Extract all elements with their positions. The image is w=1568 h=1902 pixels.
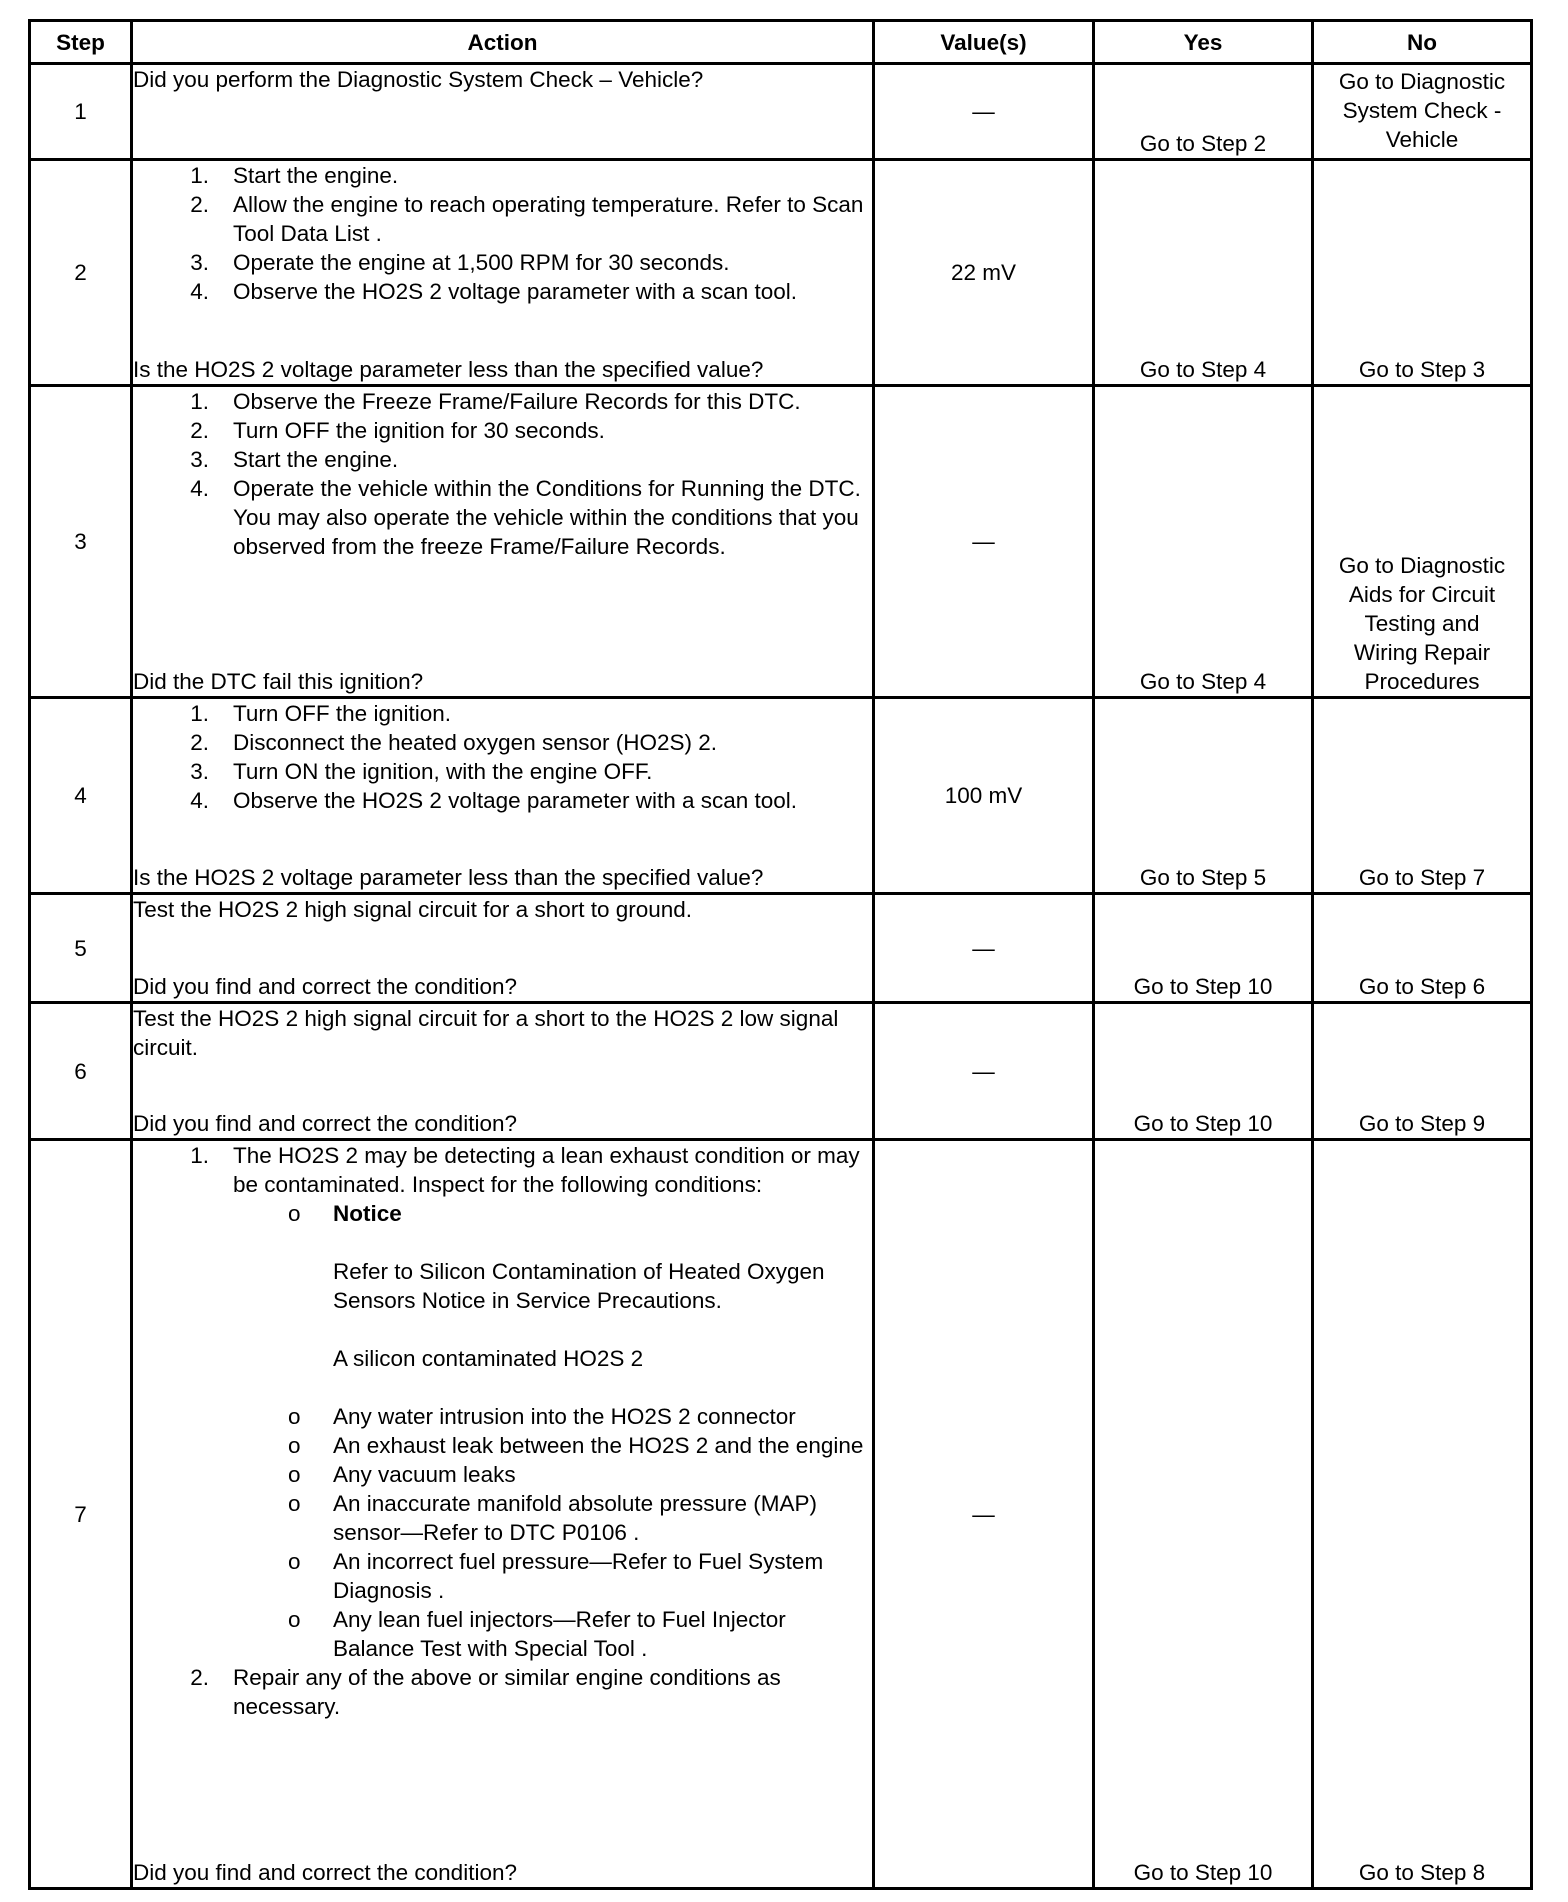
action-question: Did you find and correct the condition?	[133, 1860, 517, 1885]
step-list	[133, 161, 872, 306]
header-action: Action	[132, 21, 874, 64]
step-list	[133, 699, 872, 815]
bullet: o	[288, 1201, 301, 1226]
no-cell: Go to Step 3	[1313, 160, 1532, 386]
diagnostic-table	[28, 19, 1533, 1890]
table-row	[30, 386, 1532, 698]
no-line: Procedures	[1364, 669, 1480, 694]
table-row	[30, 160, 1532, 386]
action-question: Did you find and correct the condition?	[133, 1111, 517, 1136]
condition-item: o Any lean fuel injectors—Refer to Fuel Injector Balance Test with Special Tool .	[288, 1607, 786, 1661]
value-cell: —	[874, 894, 1094, 1003]
condition-item: o Any vacuum leaks	[288, 1462, 516, 1487]
yes-cell: Go to Step 10	[1094, 1140, 1313, 1889]
header-row	[30, 21, 1532, 64]
action-question: Did you find and correct the condition?	[133, 974, 517, 999]
list-item: 3. Turn ON the ignition, with the engine OFF.	[190, 759, 653, 784]
table-row	[30, 894, 1532, 1003]
condition-item: o An incorrect fuel pressure—Refer to Fuel System Diagnosis .	[288, 1549, 824, 1603]
list-item: 4. Observe the HO2S 2 voltage parameter with a scan tool.	[190, 788, 798, 813]
no-cell: Go to Step 8	[1313, 1140, 1532, 1889]
no-line: Vehicle	[1385, 127, 1459, 152]
list-item: 3. Operate the engine at 1,500 RPM for 30 seconds.	[190, 250, 730, 275]
step-number: 5	[30, 894, 132, 1003]
action-cell	[132, 64, 874, 160]
action-cell	[132, 698, 874, 894]
yes-cell: Go to Step 2	[1094, 64, 1313, 160]
no-cell: Go to Step 6	[1313, 894, 1532, 1003]
table-row	[30, 698, 1532, 894]
value-cell: 100 mV	[874, 698, 1094, 894]
value-cell: —	[874, 64, 1094, 160]
action-cell	[132, 160, 874, 386]
list-item: 1. The HO2S 2 may be detecting a lean exhaust condition or may be contaminated. Inspect for the following conditions: o Notice Refer to Silicon Contamination of Heated Oxygen Sensors Notice in Service Precautions. A silicon contaminated HO2S 2 o Any water intrusion into the HO2S 2 connector o An exhaust leak between the HO2S 2 and the engine o Any vacuum leaks o An inaccurate manifold absolute pressure (MAP) sensor—Refer to DTC P0106 . o An incorrect fuel pressure—Refer to Fuel System Diagnosis . o Any lean fuel injectors—Refer to Fuel Injector Balance Test with Special Tool .	[133, 1141, 872, 1663]
list-item: 2. Turn OFF the ignition for 30 seconds.	[190, 418, 605, 443]
yes-cell: Go to Step 10	[1094, 1003, 1313, 1140]
header-step: Step	[30, 21, 132, 64]
list-item-text: The HO2S 2 may be detecting a lean exhaust condition or may be contaminated. Inspect for the following conditions:	[233, 1143, 860, 1197]
step-number: 3	[30, 386, 132, 698]
action-cell	[132, 1003, 874, 1140]
step-number: 4	[30, 698, 132, 894]
value-cell: 22 mV	[874, 160, 1094, 386]
action-cell	[132, 1140, 874, 1889]
notice-item	[233, 1199, 872, 1402]
action-instruction: Test the HO2S 2 high signal circuit for a short to the HO2S 2 low signal circuit.	[133, 1006, 839, 1060]
no-line: Aids for Circuit	[1348, 582, 1496, 607]
value-cell: —	[874, 386, 1094, 698]
notice-text: Refer to Silicon Contamination of Heated Oxygen Sensors Notice in Service Precautions.	[333, 1259, 825, 1313]
step-number: 2	[30, 160, 132, 386]
step-number: 1	[30, 64, 132, 160]
header-no: No	[1313, 21, 1532, 64]
action-instruction: Test the HO2S 2 high signal circuit for a short to ground.	[133, 897, 693, 922]
notice-item-text: A silicon contaminated HO2S 2	[333, 1346, 644, 1371]
list-item: 2. Allow the engine to reach operating temperature. Refer to Scan Tool Data List .	[190, 192, 864, 246]
list-item: 1. Turn OFF the ignition.	[190, 701, 452, 726]
list-item: 3. Start the engine.	[190, 447, 399, 472]
condition-item: o An inaccurate manifold absolute pressure (MAP) sensor—Refer to DTC P0106 .	[288, 1491, 817, 1545]
action-cell	[132, 894, 874, 1003]
list-item: 1. Start the engine.	[190, 163, 399, 188]
condition-item: o An exhaust leak between the HO2S 2 and the engine	[288, 1433, 864, 1458]
notice-title: Notice	[333, 1201, 402, 1226]
table-row	[30, 1140, 1532, 1889]
action-question: Is the HO2S 2 voltage parameter less than the specified value?	[133, 865, 764, 890]
table-row	[30, 1003, 1532, 1140]
value-cell: —	[874, 1140, 1094, 1889]
header-values: Value(s)	[874, 21, 1094, 64]
no-line: Wiring Repair	[1353, 640, 1491, 665]
step-number: 6	[30, 1003, 132, 1140]
no-line: Go to Diagnostic	[1338, 553, 1506, 578]
step-number: 7	[30, 1140, 132, 1889]
list-item: 4. Operate the vehicle within the Conditions for Running the DTC. You may also operate the vehicle within the conditions that you observed from the freeze Frame/Failure Records.	[190, 476, 861, 559]
list-item: 4. Observe the HO2S 2 voltage parameter with a scan tool.	[190, 279, 798, 304]
condition-list	[233, 1199, 872, 1663]
list-item: 2. Repair any of the above or similar engine conditions as necessary.	[190, 1665, 781, 1719]
action-question: Did you perform the Diagnostic System Check – Vehicle?	[133, 67, 704, 92]
no-line: System Check -	[1342, 98, 1502, 123]
yes-cell: Go to Step 4	[1094, 160, 1313, 386]
action-question: Is the HO2S 2 voltage parameter less than the specified value?	[133, 357, 764, 382]
list-item: 1. Observe the Freeze Frame/Failure Records for this DTC.	[190, 389, 801, 414]
yes-cell: Go to Step 10	[1094, 894, 1313, 1003]
yes-cell: Go to Step 5	[1094, 698, 1313, 894]
condition-item: o Any water intrusion into the HO2S 2 connector	[288, 1404, 796, 1429]
no-line: Testing and	[1364, 611, 1480, 636]
table-row	[30, 64, 1532, 160]
no-cell: Go to Step 7	[1313, 698, 1532, 894]
header-yes: Yes	[1094, 21, 1313, 64]
no-cell: Go to Step 9	[1313, 1003, 1532, 1140]
no-line: Go to Diagnostic	[1338, 69, 1506, 94]
value-cell: —	[874, 1003, 1094, 1140]
no-cell	[1313, 386, 1532, 698]
list-item: 2. Disconnect the heated oxygen sensor (HO2S) 2.	[190, 730, 718, 755]
no-cell	[1313, 64, 1532, 160]
action-question: Did the DTC fail this ignition?	[133, 669, 424, 694]
yes-cell: Go to Step 4	[1094, 386, 1313, 698]
action-cell	[132, 386, 874, 698]
step-list	[133, 387, 872, 561]
step-list	[133, 1141, 872, 1721]
